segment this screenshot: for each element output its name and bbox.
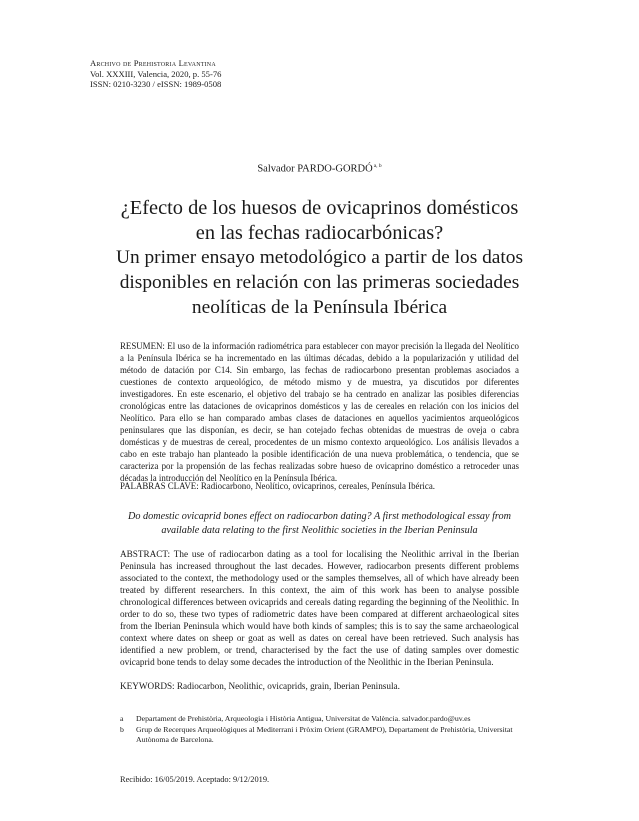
affiliation-mark: b (120, 724, 124, 734)
affiliation-text: Grup de Recerques Arqueològiques al Mediterrani i Pròxim Orient (GRAMPO), Departament de Prehistòria, Universitat Autònoma de Barcelona. (136, 724, 513, 745)
journal-name: Archivo de Prehistoria Levantina (90, 58, 216, 68)
received-accepted-dates: Recibido: 16/05/2019. Aceptado: 9/12/2019. (120, 775, 270, 784)
keywords-spanish: PALABRAS CLAVE: Radiocarbono, Neolítico, ovicaprinos, cereales, Península Ibérica. (120, 481, 435, 491)
author-name: Salvador PARDO-GORDÓ (257, 163, 373, 175)
affiliation-mark: a (120, 714, 124, 723)
journal-issn: ISSN: 0210-3230 / eISSN: 1989-0508 (90, 79, 222, 90)
subtitle-line-2: disponibles en relación con las primeras sociedades (119, 272, 520, 293)
affiliation-b (120, 725, 519, 746)
subtitle-line-1: Un primer ensayo metodológico a partir de los datos (115, 247, 524, 268)
abstract-spanish: RESUMEN: El uso de la información radiométrica para establecer con mayor precisión la llegada del Neolítico a la Península Ibérica se ha incrementado en las últimas décadas, debido a la popularización y utilidad del método de datación por C14. Sin embargo, las fechas de radiocarbono presentan problemas asociados a cuestiones de contexto arqueológico, de método mismo y de muestra, ya discutidos por diferentes investigadores. En este escenario, el objetivo del trabajo se ha centrado en analizar las posibles diferencias cronológicas entre las dataciones de ovicaprinos domésticos y las de cereales en relación con los inicios del Neolítico. Para ello se han comparado ambas clases de dataciones en aquellos yacimientos arqueológicos peninsulares que las disponían, es decir, se han cotejado fechas obtenidas de muestras de oveja o cabra domésticas y de muestras de cereal, procedentes de un mismo contexto arqueológico. Los análisis llevados a cabo en este trabajo han planteado la posible identificación de una nueva problemática, o tendencia, que se caracteriza por la propensión de las fechas realizadas sobre hueso de ovicaprino doméstico a retroceder unas décadas la introducción del Neolítico en la Península Ibérica. (120, 341, 519, 483)
title-line-1: ¿Efecto de los huesos de ovicaprinos domésticos (120, 197, 519, 219)
journal-volume: Vol. XXXIII, Valencia, 2020, p. 55-76 (90, 68, 222, 79)
journal-header (90, 58, 221, 90)
subtitle-line-3: neolíticas de la Península Ibérica (191, 297, 448, 318)
affiliation-a (120, 714, 519, 725)
article-subtitle (40, 245, 599, 320)
affiliations (120, 714, 519, 746)
title-line-2: en las fechas radiocarbónicas? (195, 222, 444, 244)
keywords-english: KEYWORDS: Radiocarbon, Neolithic, ovicaprids, grain, Iberian Peninsula. (120, 681, 400, 691)
author-line (0, 163, 639, 175)
article-title (40, 196, 599, 246)
english-title: Do domestic ovicaprid bones effect on radiocarbon dating? A first methodological essay from available data relating to the first Neolithic societies in the Iberian Peninsula (128, 511, 511, 536)
affiliation-text: Departament de Prehistòria, Arqueologia i Història Antigua, Universitat de València. salvador.pardo@uv.es (136, 714, 471, 723)
abstract-english: ABSTRACT: The use of radiocarbon dating as a tool for localising the Neolithic arrival in the Iberian Peninsula has increased throughout the last decades. However, radiocarbon presents different problems associated to the context, the methodology used or the samples themselves, all of which have already been treated by different researchers. In this context, the aim of this work has been to analyse possible chronological differences between ovicaprids and cereals dating regarding the beginning of the Neolithic. In order to do so, these two types of radiometric dates have been compared at different archaeological sites from the Iberian Peninsula which would have both kinds of samples; this is to say the same archaeological context where dates on sheep or goat as well as dates on cereal have been retrieved. Such analysis has identified a new problem, or trend, characterised by the fact the use of dating samples over domestic ovicaprid bone tends to delay some decades the introduction of the Neolithic in the Iberian Peninsula. (120, 549, 519, 667)
author-affiliation-marks: a, b (373, 163, 382, 169)
